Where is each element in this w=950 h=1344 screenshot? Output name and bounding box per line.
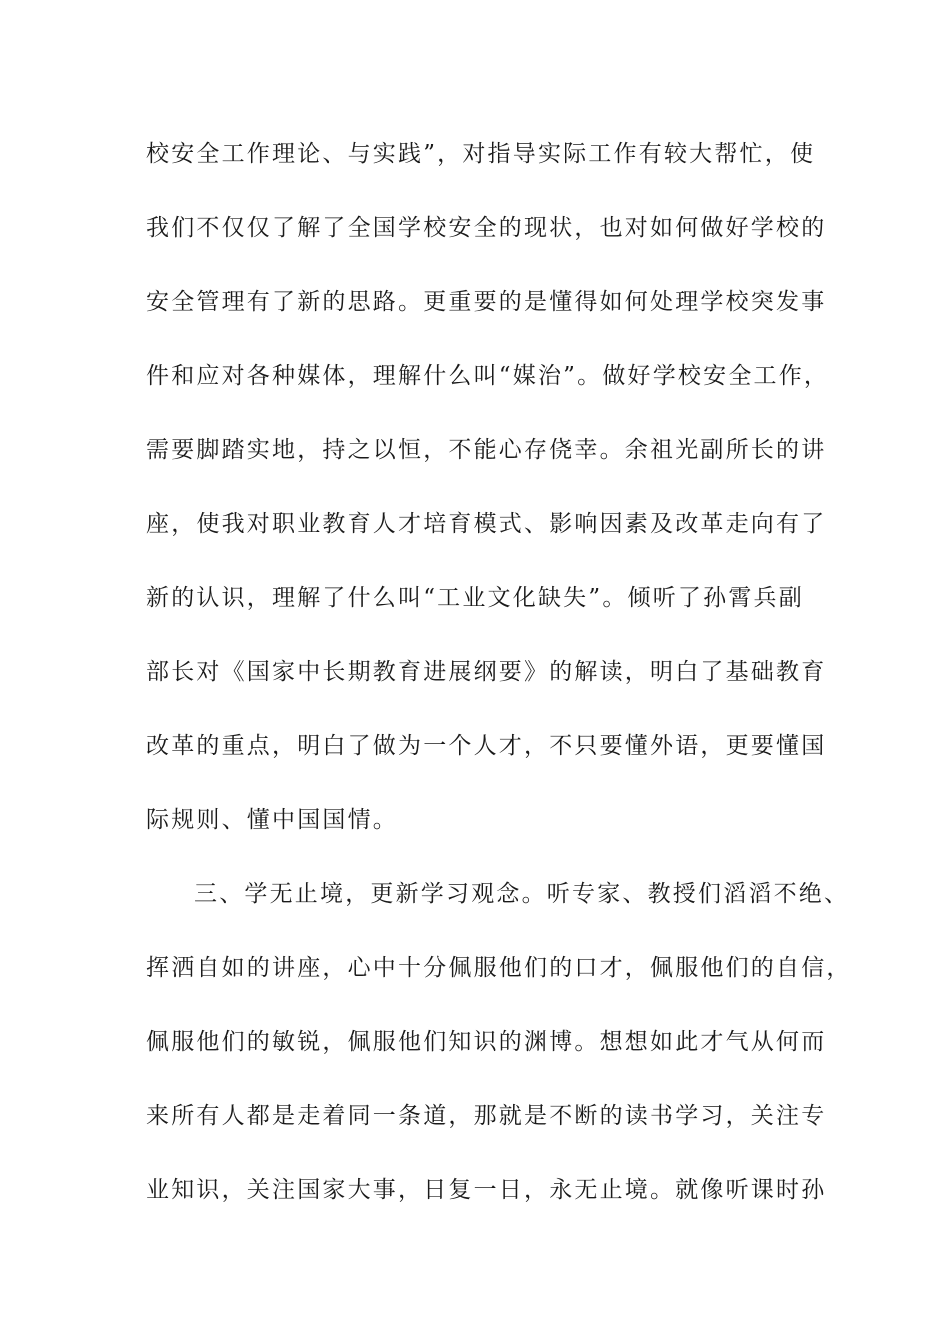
text-line: 校安全工作理论、与实践”，对指导实际工作有较大帮忙，使 [146,141,816,167]
text-line: 我们不仅仅了解了全国学校安全的现状，也对如何做好学校的 [146,215,827,241]
text-line: 座，使我对职业教育人才培育模式、影响因素及改革走向有了 [146,511,827,537]
paragraph-start-line: 三、学无止境，更新学习观念。听专家、教授们滔滔不绝、 [194,881,850,907]
text-line: 新的认识，理解了什么叫“工业文化缺失”。倾听了孙霄兵副 [146,585,804,611]
text-line: 部长对《国家中长期教育进展纲要》的解读，明白了基础教育 [146,659,827,685]
text-line: 改革的重点，明白了做为一个人才，不只要懂外语，更要懂国 [146,733,827,759]
text-line: 来所有人都是走着同一条道，那就是不断的读书学习，关注专 [146,1103,827,1129]
text-line: 件和应对各种媒体，理解什么叫“媒治”。做好学校安全工作， [146,363,830,389]
text-line: 业知识，关注国家大事，日复一日，永无止境。就像听课时孙 [146,1177,827,1203]
text-line: 挥洒自如的讲座，心中十分佩服他们的口才，佩服他们的自信， [146,955,852,981]
text-line: 需要脚踏实地，持之以恒，不能心存侥幸。余祖光副所长的讲 [146,437,827,463]
text-line: 佩服他们的敏锐，佩服他们知识的渊博。想想如此才气从何而 [146,1029,827,1055]
text-line: 际规则、懂中国国情。 [146,807,398,833]
document-body [146,124,852,1234]
text-line: 安全管理有了新的思路。更重要的是懂得如何处理学校突发事 [146,289,827,315]
